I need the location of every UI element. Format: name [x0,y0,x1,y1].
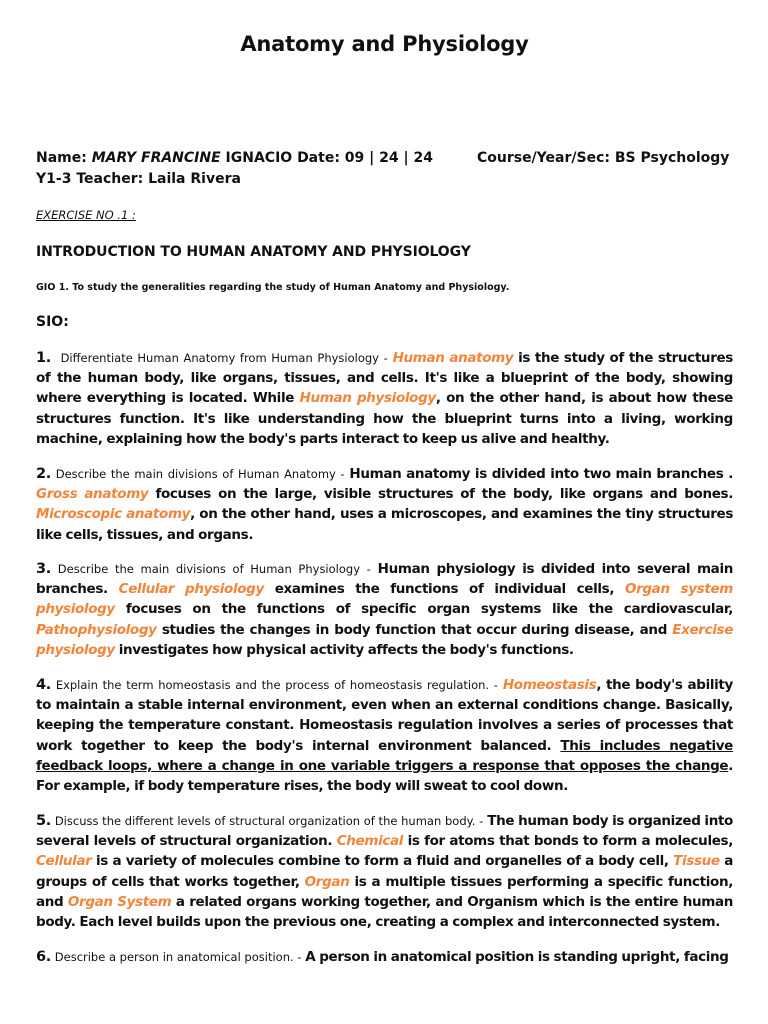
answer-text: is a variety of molecules combine to form a fluid and organelles of a body cell, [91,853,674,870]
answer-text: is a multiple tissues performing a specific function, and [36,873,733,910]
answer-text: . For example, if body temperature rises, the body will sweat to cool down. [36,757,733,795]
item-number: 4. [36,677,51,693]
intro-heading: INTRODUCTION TO HUMAN ANATOMY AND PHYSIOLOGY [36,244,471,260]
exercise-number: EXERCISE NO .1 : [36,208,136,222]
sio-item-6 [36,947,733,967]
highlight-term: Cellular [36,853,92,870]
date-value: 09 | 24 | 24 [344,150,433,166]
highlight-term: Human physiology [299,390,436,407]
answer-text: examines the functions of individual cells, [263,581,625,598]
underlined-text: This includes negative feedback loops, where a change in one variable triggers a response that opposes the change [36,737,733,774]
answer-text: a related organs working together, and Organism which is the entire human body. Each level builds upon the previous one, creating a complex and interconnected system. [36,893,734,931]
answer-text: investigates how physical activity affects the body's functions. [114,641,574,658]
answer-text: , on the other hand, uses a microscopes, and examines the tiny structures like cells, tissues, and organs. [36,506,734,543]
answer-text: Human physiology is divided into several main branches. [36,561,733,598]
sio-item-4 [36,675,733,796]
first-name: MARY FRANCINE [91,150,221,166]
answer-text: a groups of cells that works together, [36,853,733,890]
answer-text: A person in anatomical position is standing upright, facing [301,949,729,965]
highlight-term: Homeostasis [502,677,597,693]
item-question: Discuss the different levels of structural organization of the human body. - [54,814,484,828]
item-number: 2. [36,466,51,482]
highlight-term: Gross anatomy [36,486,149,503]
document-title: Anatomy and Physiology [240,32,529,56]
answer-text: The human body is organized into several levels of structural organization. [36,813,733,850]
item-number: 1. [36,350,51,366]
highlight-term: Pathophysiology [36,621,157,638]
gio-statement: GIO 1. To study the generalities regarding the study of Human Anatomy and Physiology. [36,282,510,293]
answer-text: focuses on the functions of specific organ systems like the cardiovascular, [114,601,733,618]
course-value: BS Psychology Y1-3 [36,150,730,187]
answer-text: is for atoms that bonds to form a molecules, [403,833,733,850]
highlight-term: Organ system physiology [36,581,733,618]
date-label: Date: [297,150,340,166]
sio-item-3 [36,559,733,660]
name-label: Name: [36,150,87,166]
teacher-value: Laila Rivera [148,171,241,187]
answer-text: , on the other hand, is about how these structures function. It's like understanding how the blueprint turns into a living, working machine, explaining how the body's parts interact to keep us alive and healthy. [36,390,733,447]
item-question: Describe the main divisions of Human Physiology - [57,562,371,576]
item-question: Differentiate Human Anatomy from Human Physiology - [60,351,388,365]
course-label: Course/Year/Sec: [476,150,610,166]
highlight-term: Microscopic anatomy [36,506,191,523]
answer-text: , the body's ability to maintain a stable internal environment, even when an external conditions change. Basically, keeping the temperature constant. Homeostasis regulation involves a series of processes that work together to keep the body's internal environment balanced. [36,677,733,754]
answer-text: is the study of the structures of the human body, like organs, tissues, and cells. It's like a blueprint of the body, showing where everything is located. While [36,350,733,407]
highlight-term: Human anatomy [392,350,514,366]
answer-text: Human anatomy is divided into two main branches . [344,466,734,482]
answer-text: studies the changes in body function that occur during disease, and [156,621,673,638]
item-question: Describe a person in anatomical position. - [54,950,302,964]
answer-text: focuses on the large, visible structures of the body, like organs and bones. [148,486,733,503]
highlight-term: Cellular physiology [118,581,264,598]
sio-item-1 [36,348,733,449]
highlight-term: Tissue [673,853,720,870]
student-info [36,148,733,190]
last-name: IGNACIO [225,150,293,166]
highlight-term: Exercise physiology [36,621,733,658]
highlight-term: Organ System [67,893,172,910]
sio-item-2 [36,464,733,545]
highlight-term: Chemical [336,833,404,850]
teacher-label: Teacher: [76,171,144,187]
sio-item-5 [36,811,733,932]
sio-heading: SIO: [36,314,69,330]
highlight-term: Organ [304,873,350,890]
item-number: 6. [36,949,51,965]
item-question: Describe the main divisions of Human Anatomy - [55,467,345,481]
item-question: Explain the term homeostasis and the process of homeostasis regulation. - [55,678,498,692]
item-number: 5. [36,813,51,829]
item-number: 3. [36,561,51,577]
